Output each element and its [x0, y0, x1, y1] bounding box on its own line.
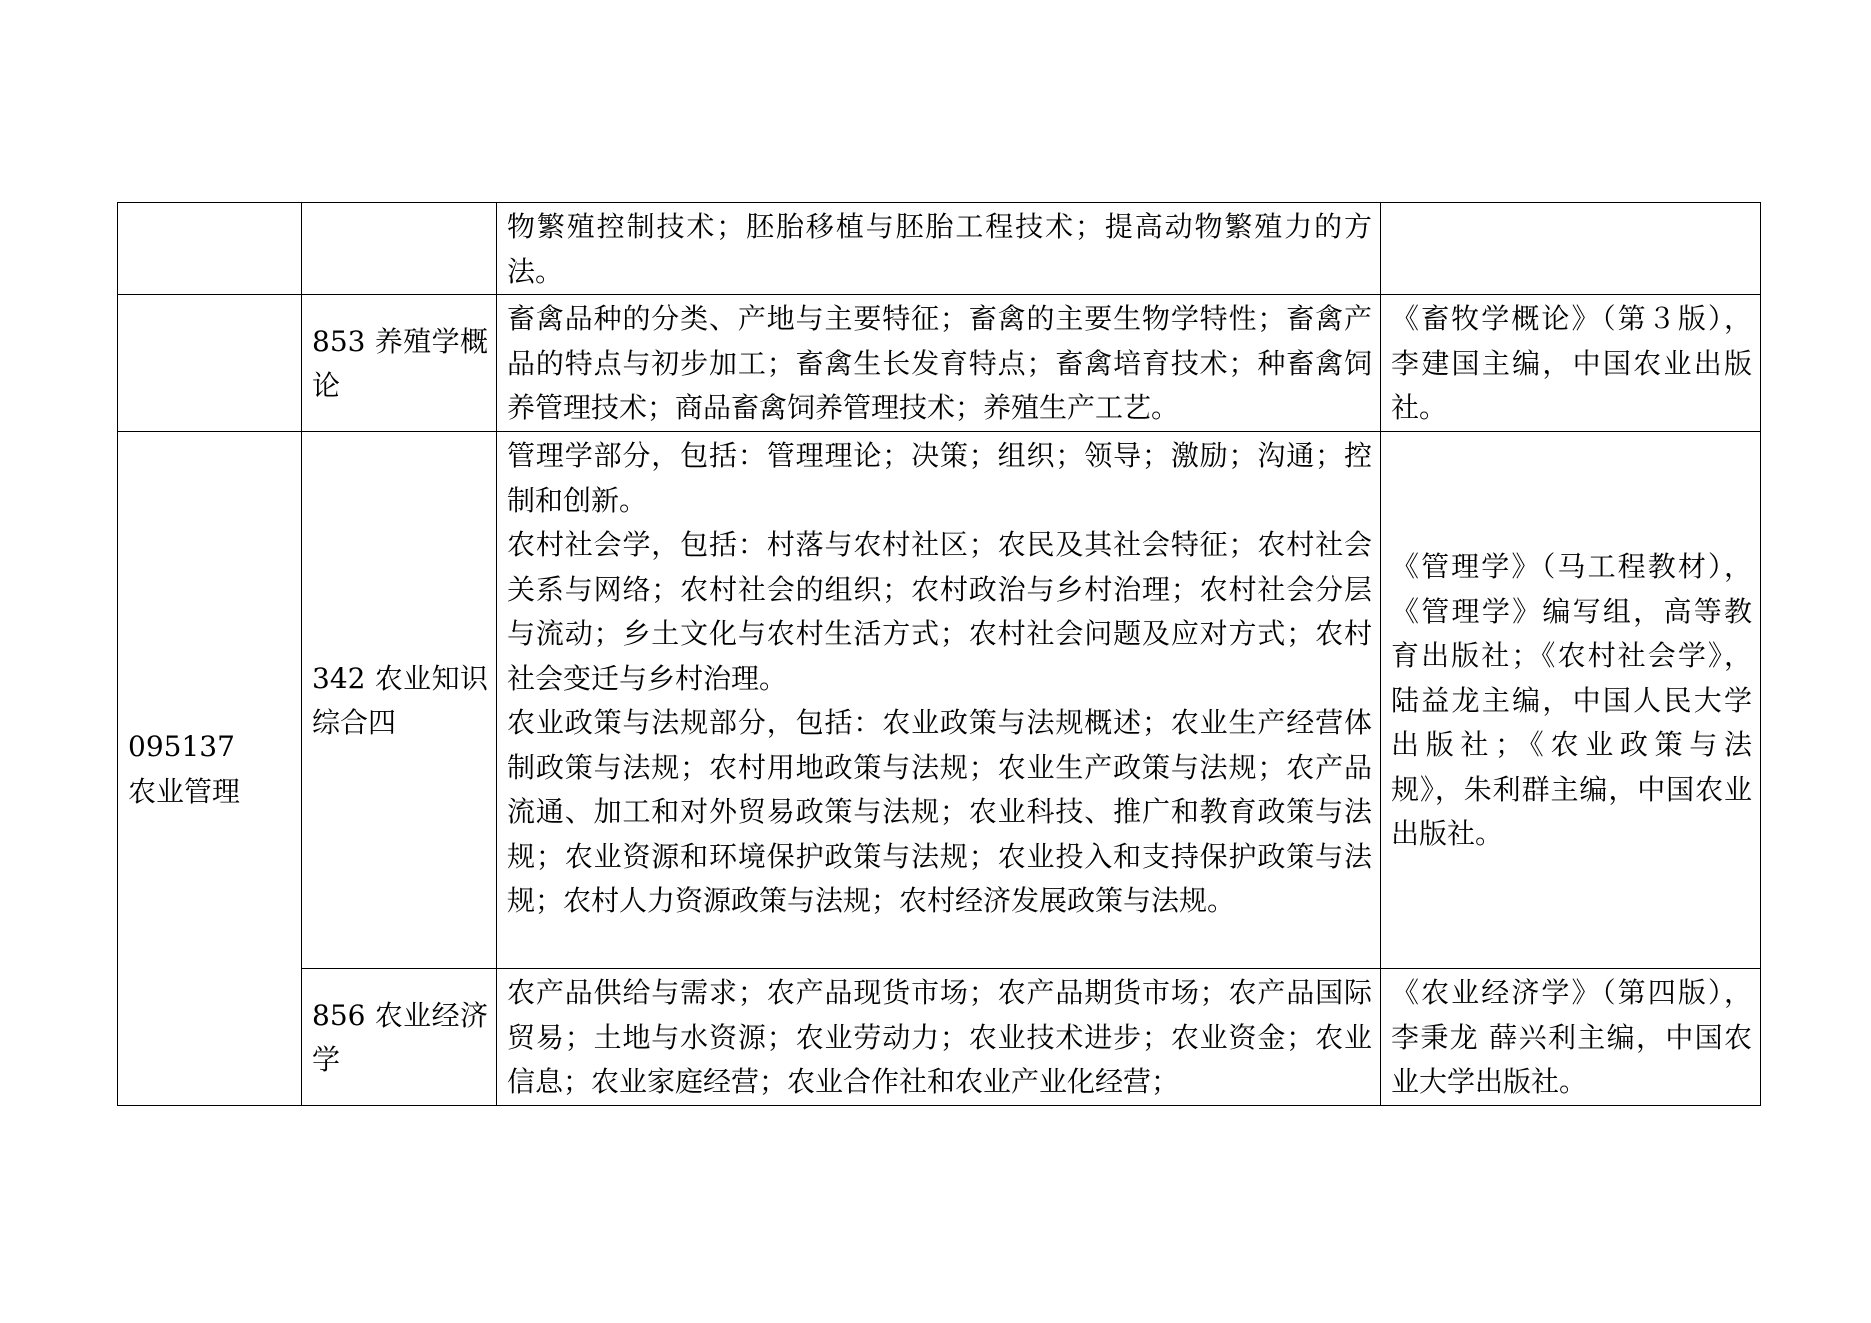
major-cell-continued — [118, 295, 302, 432]
table-row — [118, 969, 1761, 1106]
books-cell: 《畜牧学概论》（第３版），李建国主编，中国农业出版社。 — [1381, 295, 1761, 432]
major-name: 农业管理 — [128, 774, 241, 808]
course-table — [117, 202, 1761, 1106]
course-cell: 856 农业经济学 — [302, 969, 497, 1106]
major-cell — [118, 432, 302, 1106]
content-paragraph: 农产品供给与需求；农产品现货市场；农产品期货市场；农产品国际贸易；土地与水资源；农业劳动力；农业技术进步；农业资金；农业信息；农业家庭经营；农业合作社和农业产业化经营； — [507, 976, 1372, 1098]
books-cell: 《农业经济学》（第四版），李秉龙 薛兴利主编，中国农业大学出版社。 — [1381, 969, 1761, 1106]
course-cell — [302, 203, 497, 295]
content-paragraph: 管理学部分，包括：管理理论；决策；组织；领导；激励；沟通；控制和创新。 — [507, 439, 1372, 517]
books-cell — [1381, 203, 1761, 295]
major-code: 095137 — [128, 730, 235, 763]
course-cell: 853 养殖学概论 — [302, 295, 497, 432]
books-cell: 《管理学》（马工程教材），《管理学》编写组，高等教育出版社；《农村社会学》，陆益龙主编，中国人民大学出版社；《农业政策与法规》，朱利群主编，中国农业出版社。 — [1381, 432, 1761, 969]
content-cell — [497, 969, 1381, 1106]
table-row — [118, 295, 1761, 432]
content-paragraph: 农业政策与法规部分，包括：农业政策与法规概述；农业生产经营体制政策与法规；农村用地政策与法规；农业生产政策与法规；农产品流通、加工和对外贸易政策与法规；农业科技、推广和教育政策与法规；农业资源和环境保护政策与法规；农业投入和支持保护政策与法规；农村人力资源政策与法规；农村经济发展政策与法规。 — [507, 706, 1372, 917]
content-paragraph: 农村社会学，包括：村落与农村社区；农民及其社会特征；农村社会关系与网络；农村社会的组织；农村政治与乡村治理；农村社会分层与流动；乡土文化与农村生活方式；农村社会问题及应对方式；农村社会变迁与乡村治理。 — [507, 528, 1372, 695]
content-paragraph: 畜禽品种的分类、产地与主要特征；畜禽的主要生物学特性；畜禽产品的特点与初步加工；畜禽生长发育特点；畜禽培育技术；种畜禽饲养管理技术；商品畜禽饲养管理技术；养殖生产工艺。 — [507, 302, 1372, 424]
course-cell: 342 农业知识综合四 — [302, 432, 497, 969]
content-cell — [497, 432, 1381, 969]
table-row — [118, 432, 1761, 969]
content-cell — [497, 295, 1381, 432]
content-paragraph: 物繁殖控制技术；胚胎移植与胚胎工程技术；提高动物繁殖力的方法。 — [507, 210, 1372, 288]
table-row — [118, 203, 1761, 295]
content-cell — [497, 203, 1381, 295]
major-cell — [118, 203, 302, 295]
